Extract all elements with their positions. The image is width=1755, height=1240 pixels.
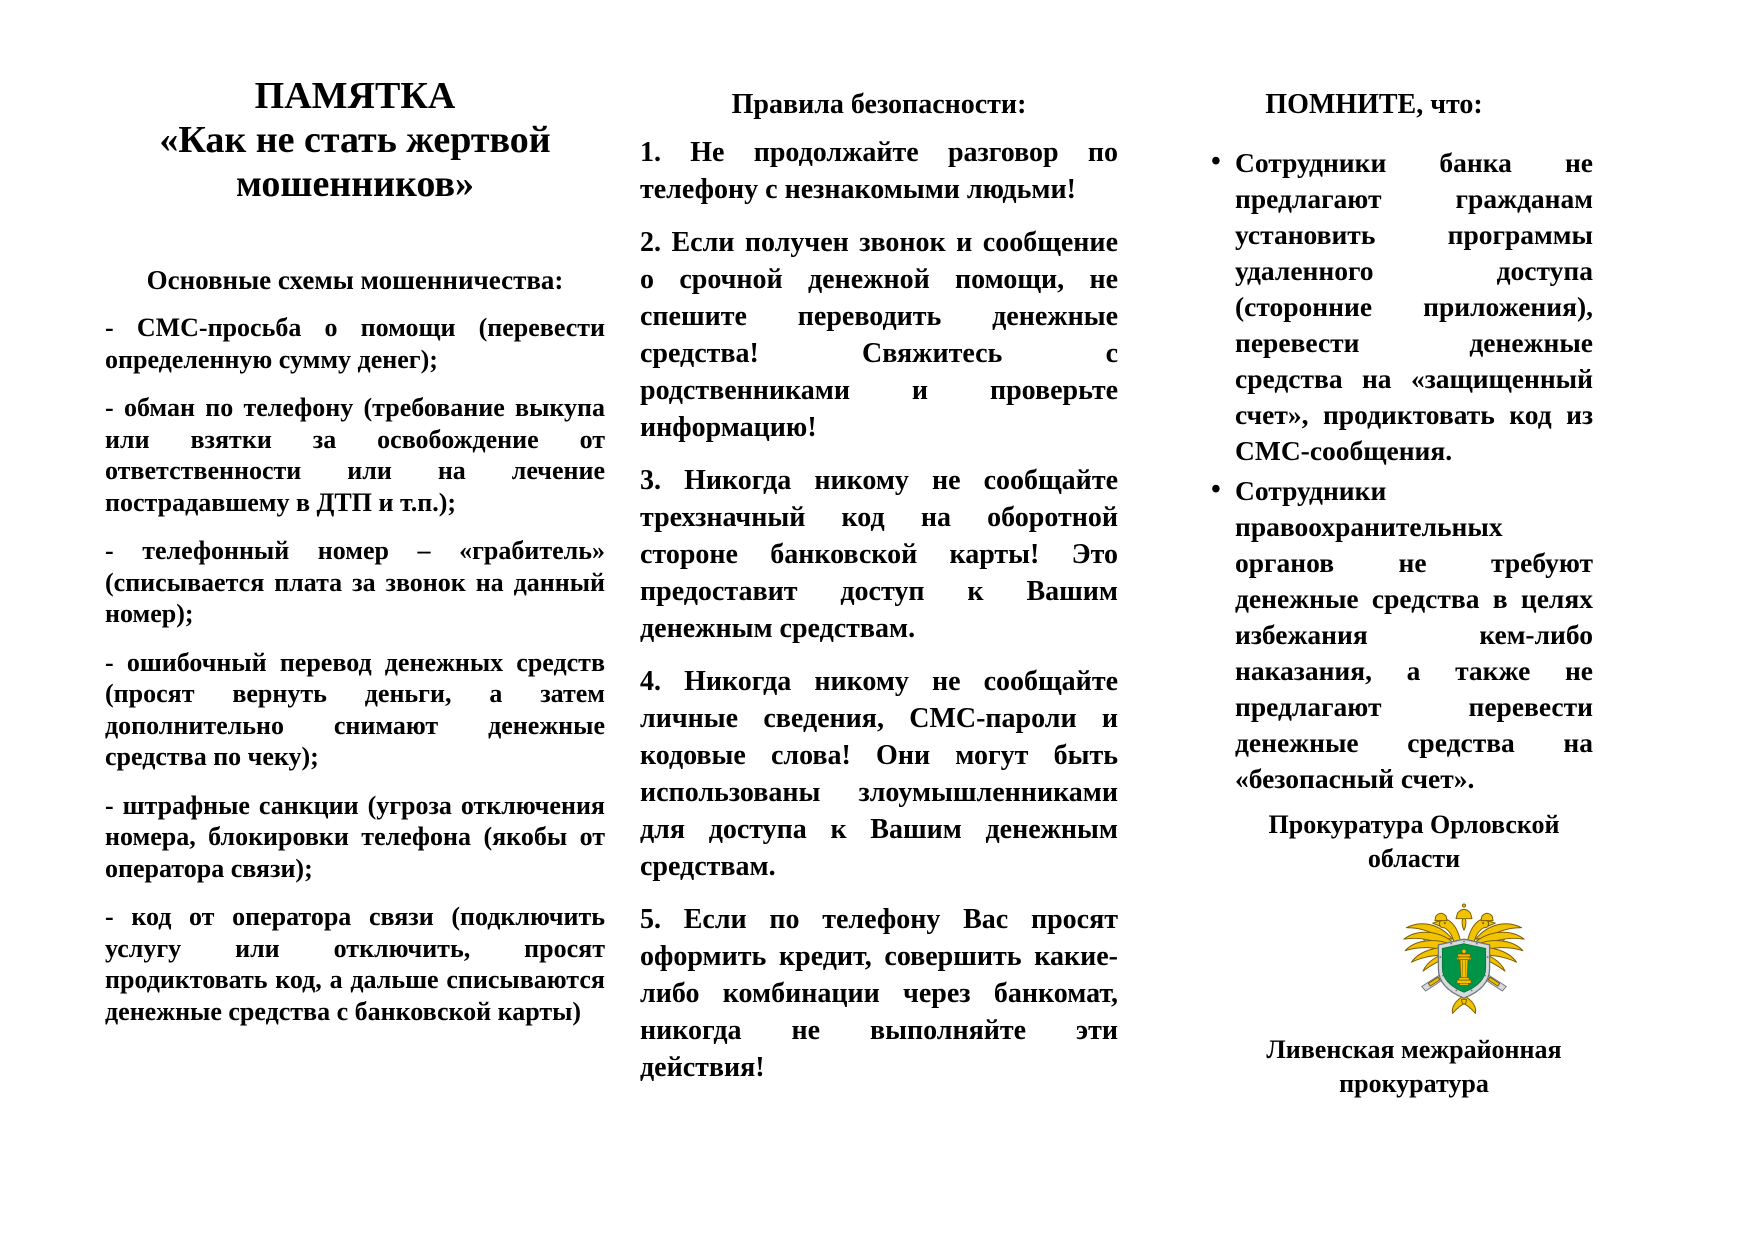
scheme-item: - обман по телефону (требование выкупа или взятки за освобождение от ответственности или на лечение пострадавшему в ДТП и т.п.); [105,393,605,517]
rule-item: 2. Если получен звонок и сообщение о срочной денежной помощи, не спешите переводить денежные средства! Свяжитесь с родственниками и проверьте информацию! [640,227,1118,443]
panel-fraud-schemes [105,0,605,1044]
scheme-item: - телефонный номер – «грабитель» (списывается плата за звонок на данный номер); [105,536,605,628]
prosecutor-office-name: Ливенская межрайонная прокуратура [1266,1035,1562,1098]
bullet-icon: • [1211,474,1221,505]
rule-item: 3. Никогда никому не сообщайте трехзначный код на оборотной стороне банковской карты! Это предоставит доступ к Вашим денежным средствам. [640,465,1118,644]
bullet-icon: • [1211,146,1221,177]
list-item [1155,145,1593,469]
schemes-heading: Основные схемы мошенничества: [146,265,564,295]
scheme-item: - код от оператора связи (подключить услугу или отключить, просят продиктовать код, а дальше списываются денежные средства с банковской карты) [105,902,605,1026]
rule-item: 5. Если по телефону Вас просят оформить кредит, совершить какие-либо комбинации через банкомат, никогда не выполняйте эти действия! [640,904,1118,1083]
list-item [1155,473,1593,797]
doc-title [105,74,605,206]
prosecutor-emblem-icon [1400,893,1528,1025]
bullet-text: Сотрудники банка не предлагают гражданам установить программы удаленного доступа (сторонние приложения), перевести денежные средства на «защищенный счет», продиктовать код из СМС-сообщения. [1235,147,1593,466]
bullet-text: Сотрудники правоохранительных органов не требуют денежные средства в целях избежания кем-либо наказания, а также не предлагают перевести денежные средства на «безопасный счет». [1235,475,1593,794]
panel-remember [1155,0,1593,1101]
scheme-item: - СМС-просьба о помощи (перевести определенную сумму денег); [105,313,605,374]
doc-title-line1: ПАМЯТКА [254,75,456,117]
eagle-eye [1444,922,1446,924]
panel-safety-rules [640,0,1118,1102]
remember-heading: ПОМНИТЕ, что: [1265,89,1483,120]
rule-item: 4. Никогда никому не сообщайте личные сведения, СМС-пароли и кодовые слова! Они могут быть использованы злоумышленниками для доступа к Вашим денежным средствам. [640,666,1118,882]
scheme-item: - штрафные санкции (угроза отключения номера, блокировки телефона (якобы от оператора связи); [105,790,605,883]
org-name: Прокуратура Орловской области [1268,810,1560,873]
scheme-item: - ошибочный перевод денежных средств (просят вернуть деньги, а затем дополнительно снимают денежные средства по чеку); [105,647,605,771]
rule-item: 1. Не продолжайте разговор по телефону с незнакомыми людьми! [640,137,1118,205]
doc-title-subtitle: «Как не стать жертвой мошенников» [159,119,551,205]
rules-heading: Правила безопасности: [731,89,1027,120]
